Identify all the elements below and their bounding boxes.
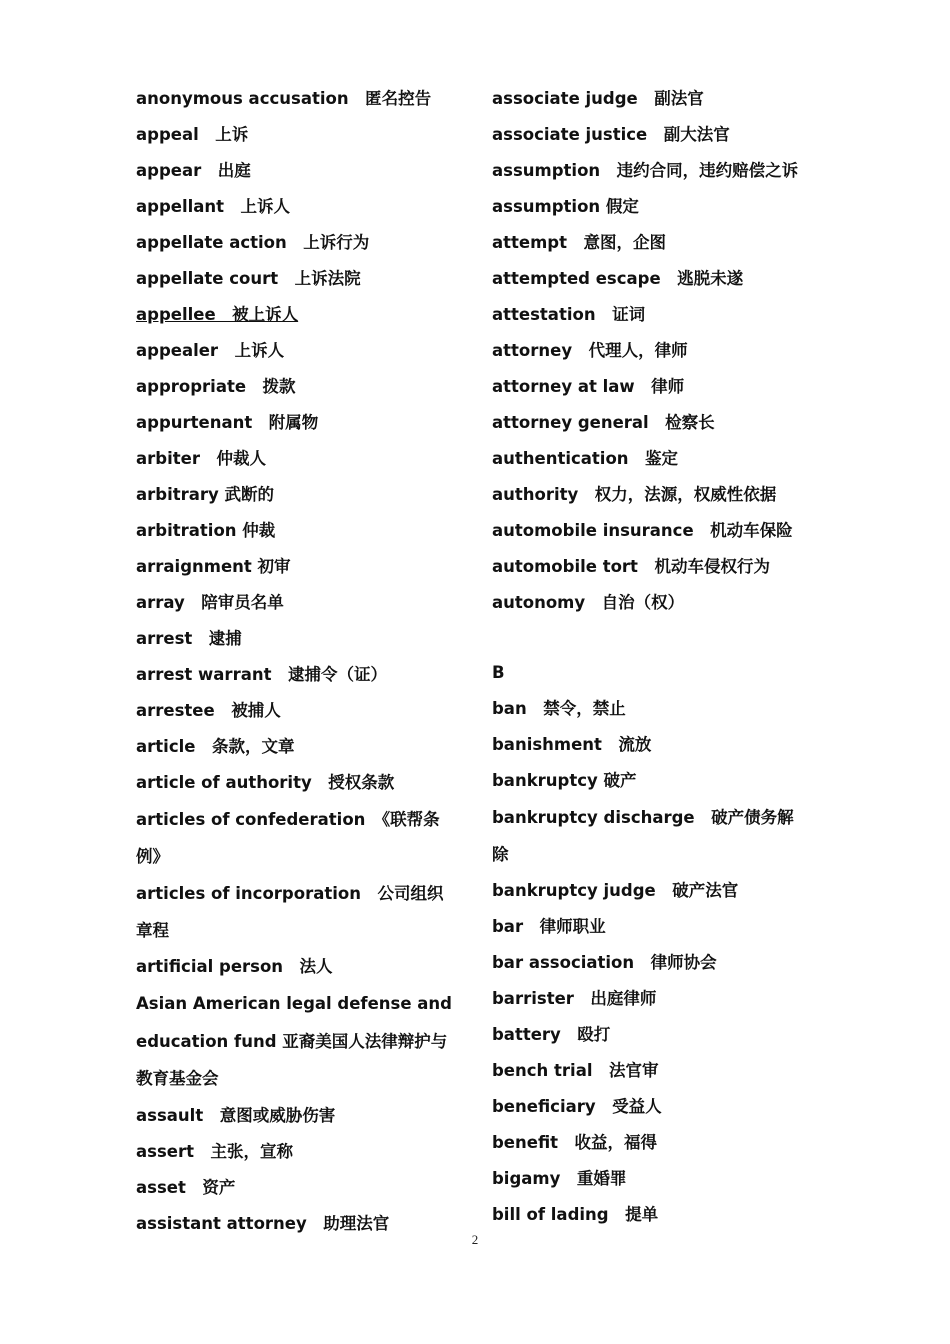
glossary-entry: appear 出庭 (136, 161, 251, 180)
glossary-entry: attorney general 检察长 (492, 413, 715, 432)
glossary-entry: authority 权力，法源，权威性依据 (492, 485, 777, 504)
glossary-entry: bankruptcy 破产 (492, 771, 637, 790)
glossary-entry: barrister 出庭律师 (492, 989, 657, 1008)
glossary-entry: arbitrary 武断的 (136, 485, 275, 504)
page-number: 2 (471, 1232, 479, 1247)
glossary-entry: appellate court 上诉法院 (136, 269, 361, 288)
glossary-entry: appurtenant 附属物 (136, 413, 319, 432)
glossary-entry: array 陪审员名单 (136, 593, 284, 612)
glossary-entry: articles of incorporation 公司组织 章程 (136, 884, 444, 940)
glossary-entry: associate justice 副大法官 (492, 125, 730, 144)
glossary-entry: arraignment 初审 (136, 557, 291, 576)
glossary-entry: appellate action 上诉行为 (136, 233, 370, 252)
glossary-entry: banishment 流放 (492, 735, 652, 754)
left-column (136, 81, 466, 1242)
glossary-entry: beneficiary 受益人 (492, 1097, 662, 1116)
glossary-entry: battery 殴打 (492, 1025, 611, 1044)
glossary-entry: attorney 代理人，律师 (492, 341, 688, 360)
glossary-entry: attempt 意图，企图 (492, 233, 666, 252)
glossary-entry: articles of confederation 《联帮条 例》 (136, 810, 440, 866)
glossary-entry: appropriate 拨款 (136, 377, 296, 396)
glossary-entry: assault 意图或威胁伤害 (136, 1105, 336, 1125)
glossary-entry: assistant attorney 助理法官 (136, 1213, 390, 1233)
glossary-entry: arrestee 被捕人 (136, 701, 281, 720)
glossary-entry: attempted escape 逃脱未遂 (492, 269, 744, 288)
glossary-entry: arbitration 仲裁 (136, 521, 276, 540)
glossary-entry: bigamy 重婚罪 (492, 1169, 627, 1188)
glossary-entry: autonomy 自治（权） (492, 593, 685, 612)
glossary-entry: bench trial 法官审 (492, 1061, 659, 1080)
glossary-entry: assumption 假定 (492, 197, 639, 216)
glossary-entry: artificial person 法人 (136, 957, 333, 976)
glossary-entry: article 条款，文章 (136, 737, 295, 756)
glossary-entry: appeal 上诉 (136, 125, 249, 144)
glossary-entry: assumption 违约合同，违约赔偿之诉 (492, 161, 799, 180)
glossary-entry: automobile insurance 机动车保险 (492, 521, 793, 540)
glossary-entry-underlined: appellee 被上诉人 (136, 305, 299, 324)
glossary-entry: benefit 收益，福得 (492, 1133, 658, 1152)
glossary-entry: arrest 逮捕 (136, 629, 242, 648)
glossary-entry: bankruptcy discharge 破产债务解 除 (492, 808, 794, 864)
glossary-entry: article of authority 授权条款 (136, 773, 395, 792)
glossary-entry: arbiter 仲裁人 (136, 449, 266, 468)
glossary-entry: associate judge 副法官 (492, 89, 704, 108)
glossary-entry: appealer 上诉人 (136, 341, 285, 360)
glossary-entry: anonymous accusation 匿名控告 (136, 89, 432, 108)
glossary-entry: ban 禁令，禁止 (492, 699, 626, 718)
glossary-entry: attestation 证词 (492, 305, 646, 324)
glossary-entry: bill of lading 提单 (492, 1205, 659, 1224)
section-spacer (492, 621, 827, 655)
glossary-entry: attorney at law 律师 (492, 377, 685, 396)
glossary-entry: authentication 鉴定 (492, 449, 679, 468)
glossary-entry: bankruptcy judge 破产法官 (492, 881, 739, 900)
right-column (492, 81, 827, 1233)
glossary-entry: appellant 上诉人 (136, 197, 291, 216)
glossary-entry: Asian American legal defense and education fund 亚裔美国人法律辩护与 教育基金会 (136, 994, 452, 1088)
glossary-entry: automobile tort 机动车侵权行为 (492, 557, 770, 576)
glossary-entry: arrest warrant 逮捕令（证） (136, 665, 387, 684)
glossary-entry: bar 律师职业 (492, 917, 606, 936)
glossary-entry: assert 主张，宣称 (136, 1141, 293, 1161)
section-heading: B (492, 663, 505, 682)
glossary-entry: asset 资产 (136, 1177, 236, 1197)
glossary-entry: bar association 律师协会 (492, 953, 717, 972)
